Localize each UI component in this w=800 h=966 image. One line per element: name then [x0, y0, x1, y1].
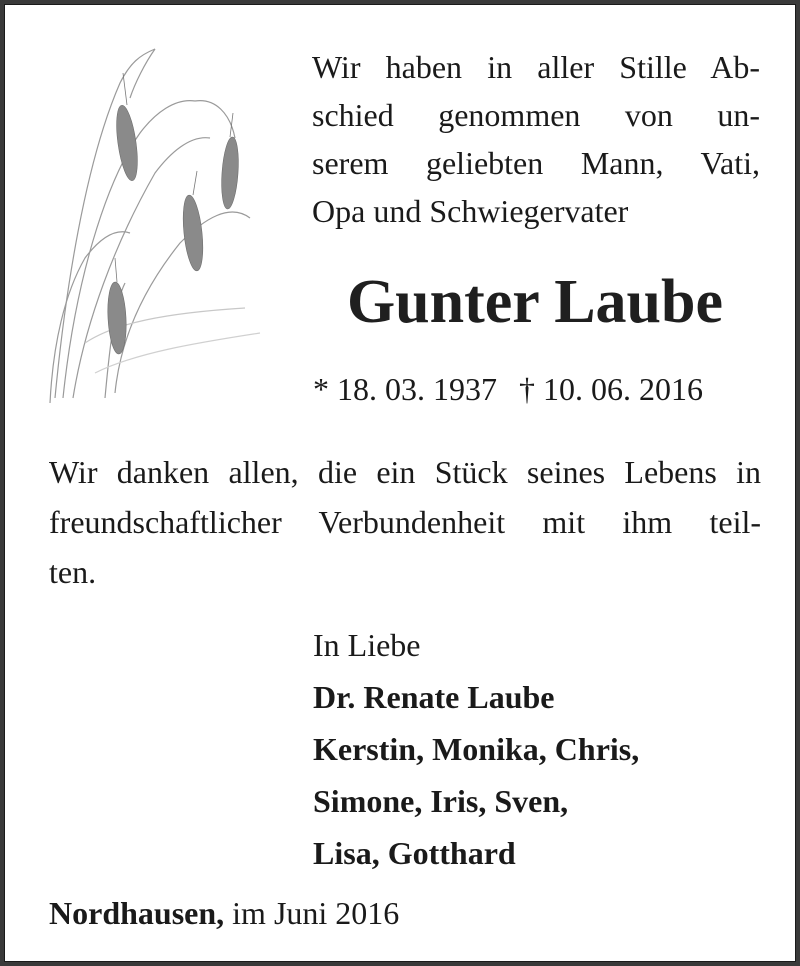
thanks-line: ten. — [49, 554, 97, 590]
life-dates — [313, 365, 761, 413]
obituary-notice — [4, 4, 796, 962]
wheat-ears-icon — [45, 43, 270, 403]
birth-date: * 18. 03. 1937 — [313, 371, 497, 407]
family-name: Simone, Iris, Sven, — [313, 783, 569, 819]
intro-line: Opa und Schwiegervater — [312, 193, 629, 229]
place: Nordhausen, — [49, 895, 225, 931]
intro-text — [312, 43, 760, 235]
family-name: Dr. Renate Laube — [313, 679, 555, 715]
family-name: Lisa, Gotthard — [313, 835, 516, 871]
intro-line: schied genommen von un- — [312, 97, 760, 133]
thanks-line: freundschaftlicher Verbundenheit mit ihm teil- — [49, 504, 761, 540]
thanks-text — [49, 447, 761, 597]
death-date: † 10. 06. 2016 — [519, 371, 703, 407]
thanks-line: Wir danken allen, die ein Stück seines Lebens in — [49, 454, 761, 490]
place-date-line — [49, 889, 761, 937]
deceased-name: Gunter Laube — [346, 268, 724, 336]
signoff-intro: In Liebe — [313, 627, 421, 663]
month-year: im Juni 2016 — [232, 895, 400, 931]
family-name: Kerstin, Monika, Chris, — [313, 731, 640, 767]
signoff — [313, 619, 763, 879]
intro-line: serem geliebten Mann, Vati, — [312, 145, 760, 181]
intro-line: Wir haben in aller Stille Ab- — [312, 49, 760, 85]
